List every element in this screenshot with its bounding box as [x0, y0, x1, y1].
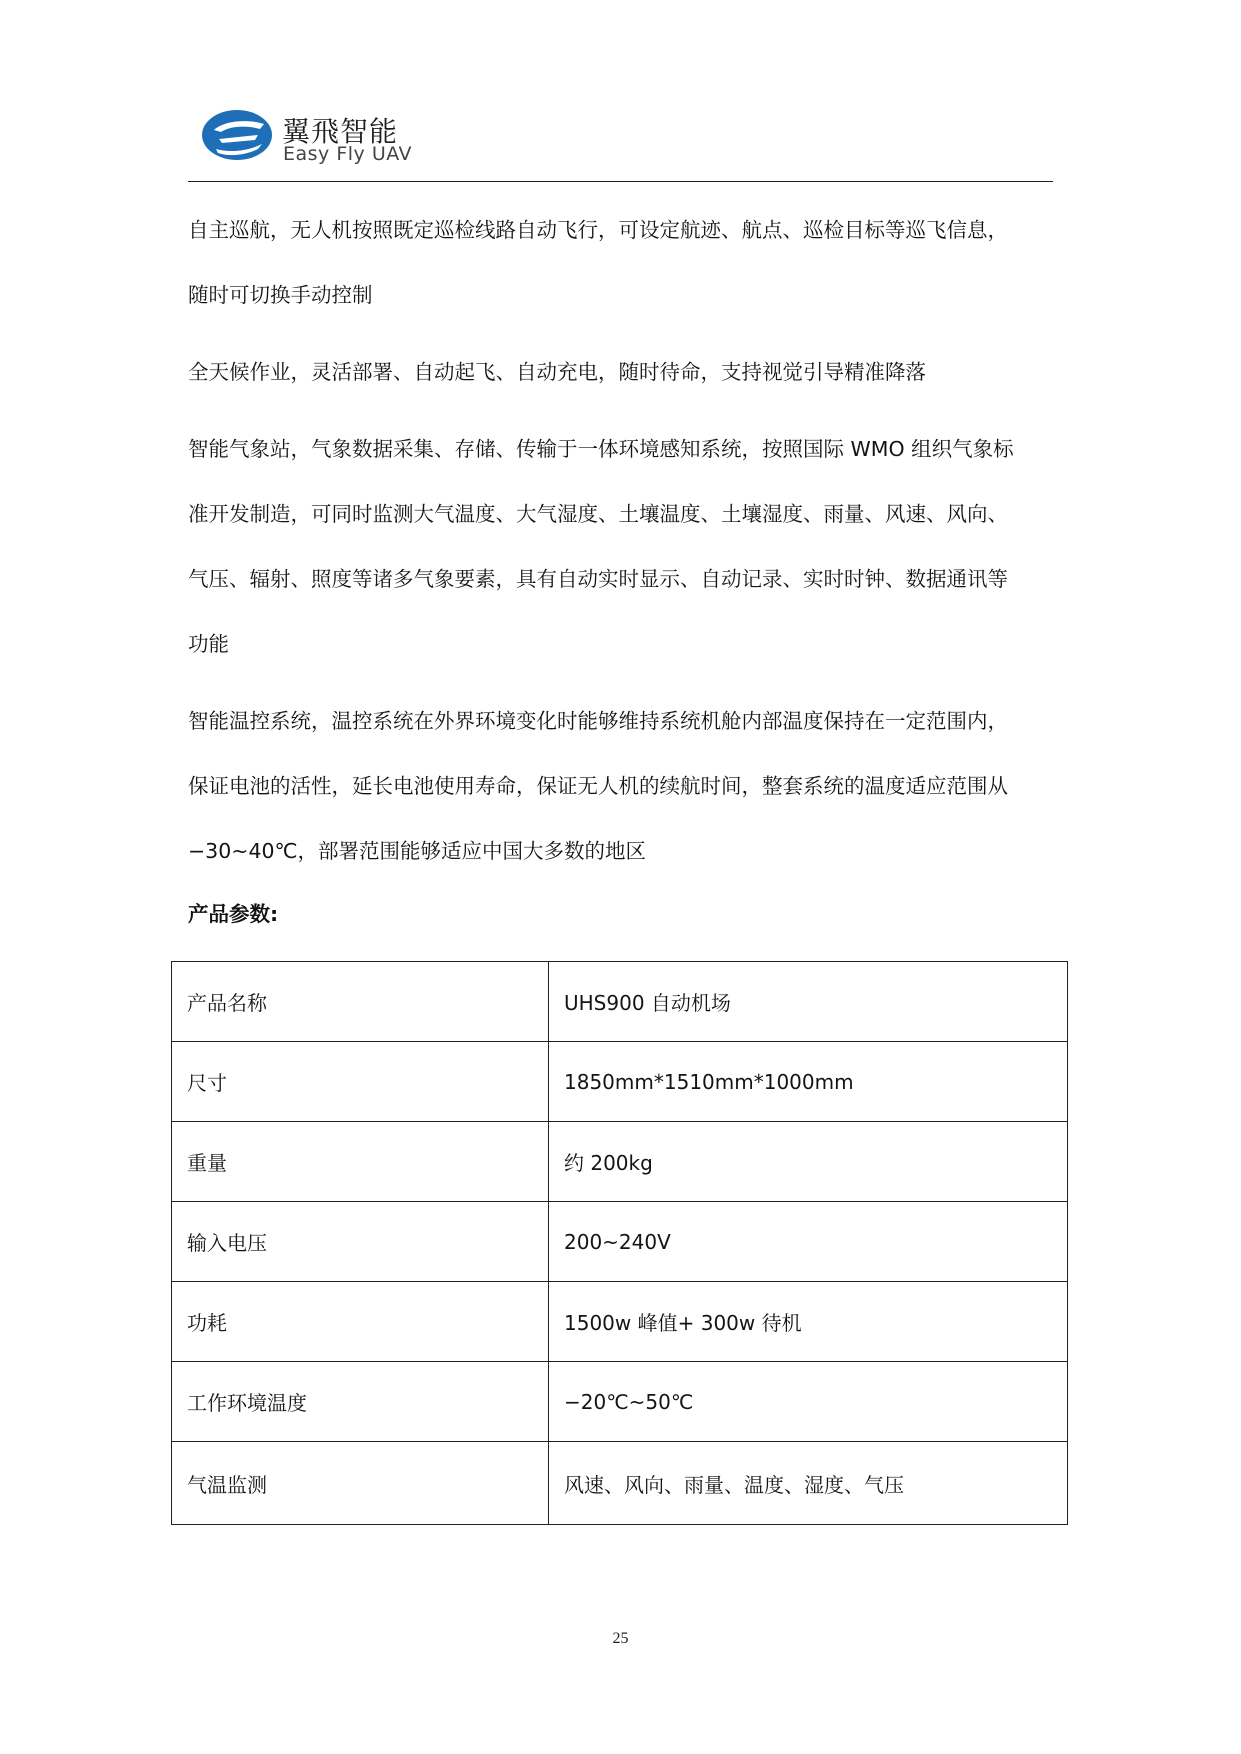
spec-value: 1500w 峰值+ 300w 待机 [549, 1282, 1068, 1362]
logo-english-name: Easy Fly UAV [283, 143, 413, 165]
paragraph-line: 智能温控系统，温控系统在外界环境变化时能够维持系统机舱内部温度保持在一定范围内， [188, 709, 1008, 733]
easy-fly-logo-icon [200, 108, 274, 162]
paragraph-line: 自主巡航，无人机按照既定巡检线路自动飞行，可设定航迹、航点、巡检目标等巡飞信息， [188, 218, 1008, 242]
spec-value: 1850mm*1510mm*1000mm [549, 1042, 1068, 1122]
table-row [172, 1122, 1068, 1202]
spec-value: 200~240V [549, 1202, 1068, 1282]
spec-key: 尺寸 [172, 1042, 549, 1122]
spec-key: 重量 [172, 1122, 549, 1202]
paragraph-line: 功能 [188, 632, 229, 656]
spec-key: 功耗 [172, 1282, 549, 1362]
table-row [172, 962, 1068, 1042]
paragraph-line: 随时可切换手动控制 [188, 283, 373, 307]
page-content [188, 198, 1053, 934]
table-row [172, 1282, 1068, 1362]
page-number: 25 [612, 1630, 629, 1647]
table-row [172, 1202, 1068, 1282]
spec-key: 输入电压 [172, 1202, 549, 1282]
paragraph-all-weather [188, 340, 1053, 405]
table-row [172, 1042, 1068, 1122]
logo-chinese-name: 翼飛智能 [282, 115, 399, 148]
table-row [172, 1442, 1068, 1525]
paragraph-temperature-control [188, 689, 1053, 884]
paragraph-line: −30~40℃，部署范围能够适应中国大多数的地区 [188, 839, 647, 863]
spec-value: 风速、风向、雨量、温度、湿度、气压 [549, 1442, 1068, 1525]
paragraph-line: 准开发制造，可同时监测大气温度、大气湿度、土壤温度、土壤湿度、雨量、风速、风向、 [188, 502, 1008, 526]
spec-key: 产品名称 [172, 962, 549, 1042]
product-spec-table [171, 961, 1068, 1525]
spec-key: 工作环境温度 [172, 1362, 549, 1442]
spec-value: 约 200kg [549, 1122, 1068, 1202]
table-row [172, 1362, 1068, 1442]
spec-value: UHS900 自动机场 [549, 962, 1068, 1042]
spec-key: 气温监测 [172, 1442, 549, 1525]
section-title: 产品参数: [188, 902, 279, 926]
header-divider [188, 181, 1053, 182]
page-header [200, 108, 413, 166]
paragraph-weather-station [188, 417, 1053, 677]
spec-value: −20℃~50℃ [549, 1362, 1068, 1442]
paragraph-line: 全天候作业，灵活部署、自动起飞、自动充电，随时待命，支持视觉引导精准降落 [188, 360, 926, 384]
paragraph-line: 保证电池的活性，延长电池使用寿命，保证无人机的续航时间，整套系统的温度适应范围从 [188, 774, 1008, 798]
paragraph-line: 气压、辐射、照度等诸多气象要素，具有自动实时显示、自动记录、实时时钟、数据通讯等 [188, 567, 1008, 591]
paragraph-autonomous-cruise [188, 198, 1053, 328]
paragraph-line: 智能气象站，气象数据采集、存储、传输于一体环境感知系统，按照国际 WMO 组织气象标 [188, 437, 1014, 461]
